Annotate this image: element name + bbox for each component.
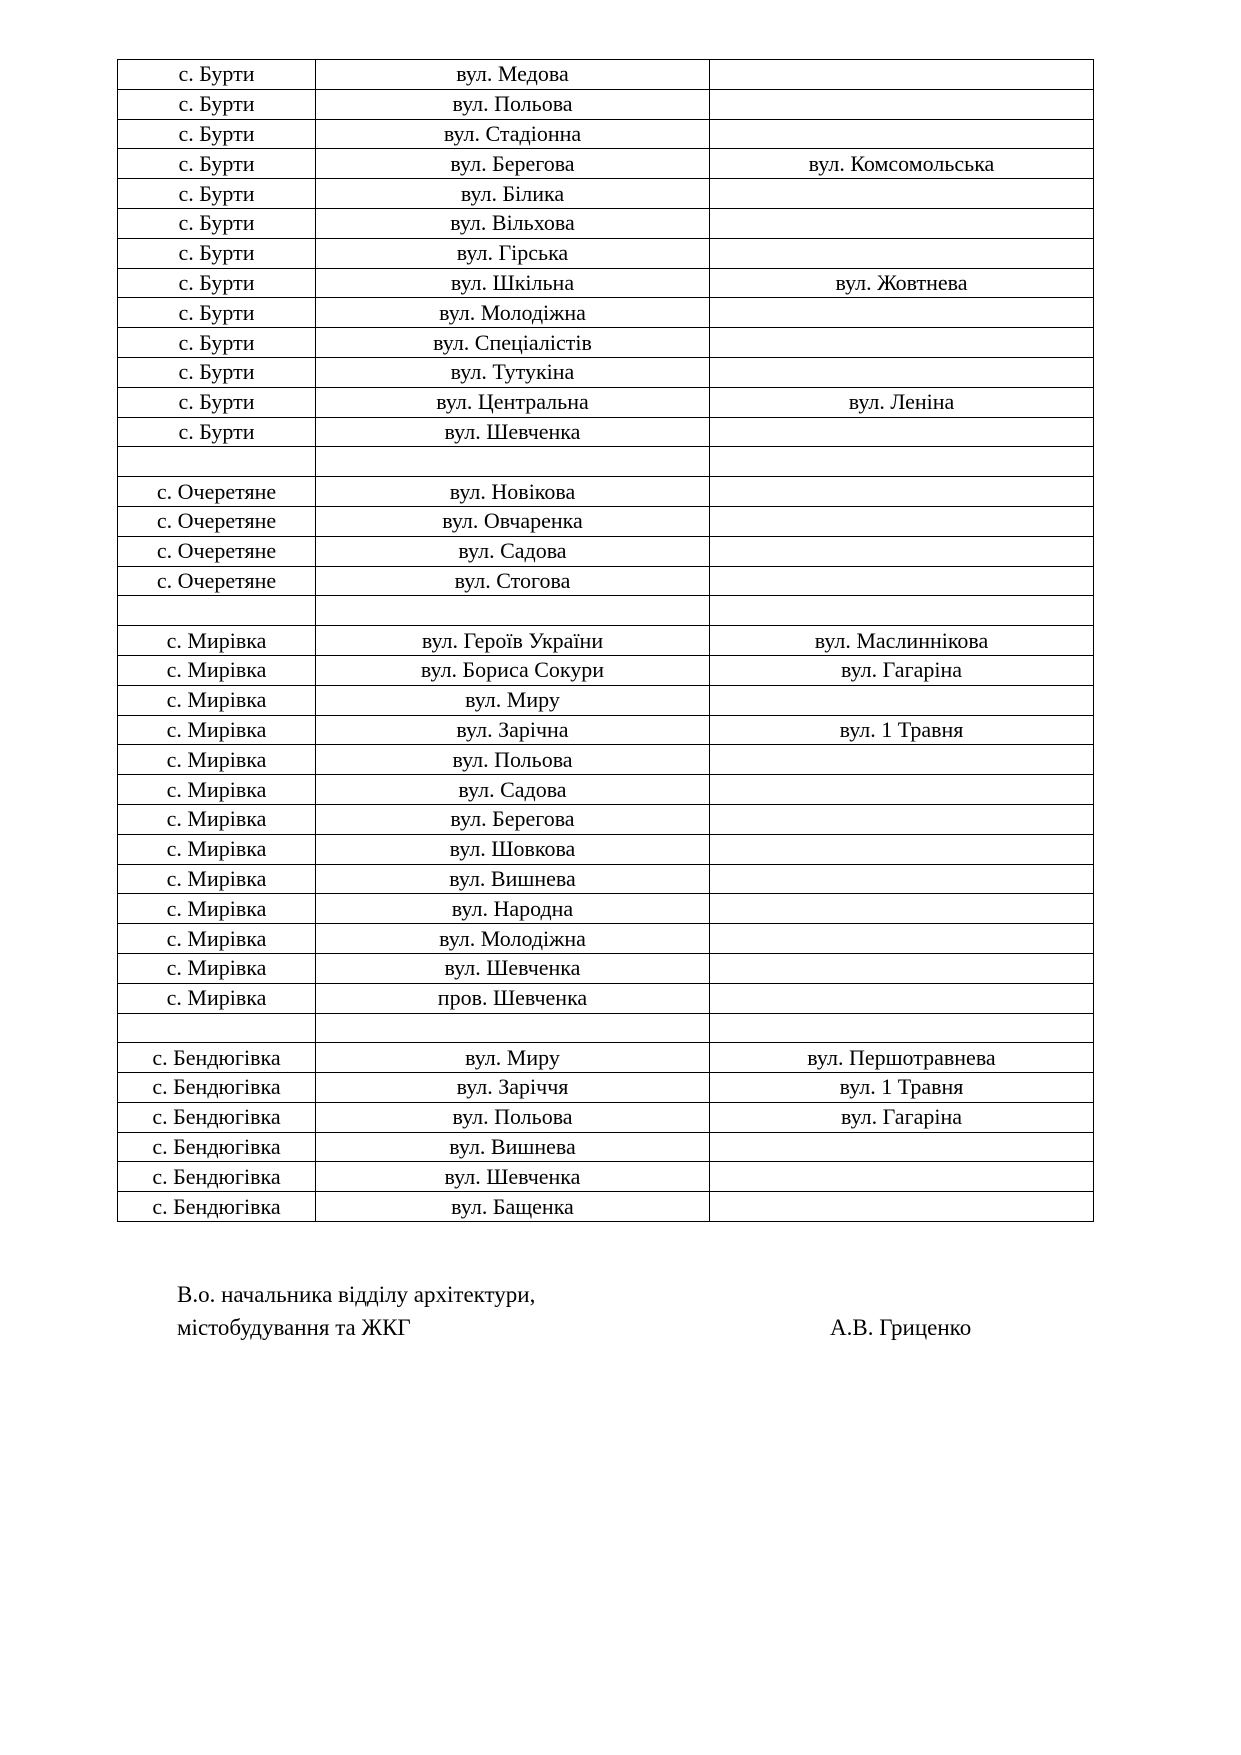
former-name-cell xyxy=(710,685,1094,715)
village-cell: с. Бурти xyxy=(118,387,316,417)
village-cell: с. Мирівка xyxy=(118,864,316,894)
table-row xyxy=(118,298,1094,328)
village-cell: с. Мирівка xyxy=(118,775,316,805)
table-row xyxy=(118,238,1094,268)
former-name-cell xyxy=(710,89,1094,119)
street-cell: вул. Шевченка xyxy=(316,953,710,983)
street-cell: вул. Заріччя xyxy=(316,1073,710,1103)
street-cell xyxy=(316,596,710,626)
street-cell: вул. Стогова xyxy=(316,566,710,596)
former-name-cell xyxy=(710,804,1094,834)
table-row xyxy=(118,1192,1094,1222)
village-cell: с. Бендюгівка xyxy=(118,1043,316,1073)
former-name-cell xyxy=(710,208,1094,238)
table-row xyxy=(118,447,1094,477)
table-row xyxy=(118,119,1094,149)
table-row xyxy=(118,89,1094,119)
table-row xyxy=(118,924,1094,954)
table-row xyxy=(118,328,1094,358)
street-cell: вул. Молодіжна xyxy=(316,298,710,328)
village-cell: с. Мирівка xyxy=(118,834,316,864)
street-cell: вул. Берегова xyxy=(316,149,710,179)
village-cell: с. Мирівка xyxy=(118,745,316,775)
street-cell: вул. Садова xyxy=(316,775,710,805)
village-cell: с. Мирівка xyxy=(118,685,316,715)
table-row xyxy=(118,655,1094,685)
table-row xyxy=(118,953,1094,983)
village-cell: с. Мирівка xyxy=(118,894,316,924)
streets-table xyxy=(117,59,1094,1222)
table-row xyxy=(118,417,1094,447)
signature-position-text-1: В.о. начальника відділу архітектури, xyxy=(177,1282,536,1307)
street-cell: вул. Бориса Сокури xyxy=(316,655,710,685)
signature-name: А.В. Гриценко xyxy=(830,1315,972,1340)
former-name-cell xyxy=(710,447,1094,477)
signature-block xyxy=(177,1278,1077,1344)
table-row xyxy=(118,149,1094,179)
former-name-cell xyxy=(710,745,1094,775)
street-cell: вул. Польова xyxy=(316,1102,710,1132)
former-name-cell xyxy=(710,894,1094,924)
table-row xyxy=(118,834,1094,864)
table-row xyxy=(118,983,1094,1013)
streets-table-body xyxy=(118,60,1094,1222)
former-name-cell xyxy=(710,864,1094,894)
street-cell xyxy=(316,447,710,477)
former-name-cell xyxy=(710,953,1094,983)
street-cell: вул. Шовкова xyxy=(316,834,710,864)
village-cell xyxy=(118,596,316,626)
street-cell: вул. Героїв України xyxy=(316,626,710,656)
village-cell: с. Бурти xyxy=(118,238,316,268)
former-name-cell: вул. Гагаріна xyxy=(710,655,1094,685)
village-cell: с. Мирівка xyxy=(118,924,316,954)
street-cell: вул. Народна xyxy=(316,894,710,924)
street-cell: вул. Гірська xyxy=(316,238,710,268)
village-cell: с. Бурти xyxy=(118,89,316,119)
table-row xyxy=(118,894,1094,924)
former-name-cell xyxy=(710,1013,1094,1043)
village-cell xyxy=(118,447,316,477)
village-cell: с. Бендюгівка xyxy=(118,1192,316,1222)
table-row xyxy=(118,775,1094,805)
village-cell: с. Бурти xyxy=(118,208,316,238)
street-cell: вул. Медова xyxy=(316,60,710,90)
table-row xyxy=(118,864,1094,894)
street-cell: вул. Овчаренка xyxy=(316,506,710,536)
table-row xyxy=(118,357,1094,387)
table-row xyxy=(118,626,1094,656)
table-row xyxy=(118,1013,1094,1043)
village-cell: с. Бендюгівка xyxy=(118,1102,316,1132)
street-cell: вул. Вишнева xyxy=(316,1132,710,1162)
village-cell: с. Бурти xyxy=(118,149,316,179)
street-cell: вул. Центральна xyxy=(316,387,710,417)
street-cell: вул. Шевченка xyxy=(316,417,710,447)
table-row xyxy=(118,1162,1094,1192)
former-name-cell xyxy=(710,179,1094,209)
table-row xyxy=(118,685,1094,715)
signature-position-line-2 xyxy=(177,1311,1077,1344)
former-name-cell: вул. 1 Травня xyxy=(710,715,1094,745)
village-cell: с. Очеретяне xyxy=(118,566,316,596)
street-cell: вул. Шевченка xyxy=(316,1162,710,1192)
street-cell: вул. Миру xyxy=(316,685,710,715)
street-cell: вул. Польова xyxy=(316,745,710,775)
signature-position-text-2: містобудування та ЖКГ xyxy=(177,1315,411,1340)
table-row xyxy=(118,596,1094,626)
table-row xyxy=(118,60,1094,90)
table-row xyxy=(118,268,1094,298)
village-cell: с. Очеретяне xyxy=(118,477,316,507)
street-cell: вул. Бащенка xyxy=(316,1192,710,1222)
street-cell: вул. Шкільна xyxy=(316,268,710,298)
village-cell xyxy=(118,1013,316,1043)
village-cell: с. Бурти xyxy=(118,179,316,209)
former-name-cell xyxy=(710,328,1094,358)
street-cell: вул. Польова xyxy=(316,89,710,119)
table-row xyxy=(118,715,1094,745)
table-row xyxy=(118,208,1094,238)
former-name-cell xyxy=(710,596,1094,626)
former-name-cell xyxy=(710,60,1094,90)
village-cell: с. Мирівка xyxy=(118,626,316,656)
table-row xyxy=(118,506,1094,536)
village-cell: с. Очеретяне xyxy=(118,506,316,536)
former-name-cell: вул. Маслиннікова xyxy=(710,626,1094,656)
signature-position-line-1 xyxy=(177,1278,1077,1311)
street-cell: вул. Молодіжна xyxy=(316,924,710,954)
village-cell: с. Мирівка xyxy=(118,655,316,685)
table-row xyxy=(118,387,1094,417)
former-name-cell xyxy=(710,1132,1094,1162)
former-name-cell xyxy=(710,119,1094,149)
former-name-cell xyxy=(710,536,1094,566)
street-cell xyxy=(316,1013,710,1043)
table-row xyxy=(118,745,1094,775)
former-name-cell xyxy=(710,983,1094,1013)
former-name-cell xyxy=(710,357,1094,387)
former-name-cell xyxy=(710,924,1094,954)
former-name-cell: вул. Гагаріна xyxy=(710,1102,1094,1132)
table-row xyxy=(118,477,1094,507)
table-row xyxy=(118,1043,1094,1073)
former-name-cell: вул. 1 Травня xyxy=(710,1073,1094,1103)
former-name-cell xyxy=(710,775,1094,805)
village-cell: с. Очеретяне xyxy=(118,536,316,566)
village-cell: с. Бурти xyxy=(118,298,316,328)
former-name-cell: вул. Комсомольська xyxy=(710,149,1094,179)
table-row xyxy=(118,566,1094,596)
street-cell: вул. Білика xyxy=(316,179,710,209)
street-cell: вул. Спеціалістів xyxy=(316,328,710,358)
table-row xyxy=(118,536,1094,566)
former-name-cell xyxy=(710,238,1094,268)
street-cell: вул. Тутукіна xyxy=(316,357,710,387)
former-name-cell xyxy=(710,477,1094,507)
table-row xyxy=(118,179,1094,209)
village-cell: с. Мирівка xyxy=(118,715,316,745)
former-name-cell xyxy=(710,417,1094,447)
street-cell: вул. Вишнева xyxy=(316,864,710,894)
village-cell: с. Бурти xyxy=(118,119,316,149)
street-cell: вул. Берегова xyxy=(316,804,710,834)
village-cell: с. Бурти xyxy=(118,268,316,298)
former-name-cell xyxy=(710,298,1094,328)
former-name-cell: вул. Жовтнева xyxy=(710,268,1094,298)
street-cell: вул. Новікова xyxy=(316,477,710,507)
village-cell: с. Бурти xyxy=(118,417,316,447)
street-cell: вул. Стадіонна xyxy=(316,119,710,149)
village-cell: с. Бендюгівка xyxy=(118,1132,316,1162)
village-cell: с. Мирівка xyxy=(118,983,316,1013)
street-cell: вул. Вільхова xyxy=(316,208,710,238)
street-cell: пров. Шевченка xyxy=(316,983,710,1013)
table-row xyxy=(118,804,1094,834)
street-cell: вул. Зарічна xyxy=(316,715,710,745)
street-cell: вул. Садова xyxy=(316,536,710,566)
village-cell: с. Бендюгівка xyxy=(118,1162,316,1192)
former-name-cell xyxy=(710,1192,1094,1222)
former-name-cell xyxy=(710,506,1094,536)
table-row xyxy=(118,1073,1094,1103)
former-name-cell: вул. Леніна xyxy=(710,387,1094,417)
village-cell: с. Мирівка xyxy=(118,953,316,983)
village-cell: с. Бендюгівка xyxy=(118,1073,316,1103)
former-name-cell xyxy=(710,566,1094,596)
former-name-cell: вул. Першотравнева xyxy=(710,1043,1094,1073)
table-row xyxy=(118,1102,1094,1132)
former-name-cell xyxy=(710,1162,1094,1192)
village-cell: с. Бурти xyxy=(118,60,316,90)
street-cell: вул. Миру xyxy=(316,1043,710,1073)
former-name-cell xyxy=(710,834,1094,864)
table-row xyxy=(118,1132,1094,1162)
village-cell: с. Бурти xyxy=(118,357,316,387)
village-cell: с. Мирівка xyxy=(118,804,316,834)
village-cell: с. Бурти xyxy=(118,328,316,358)
